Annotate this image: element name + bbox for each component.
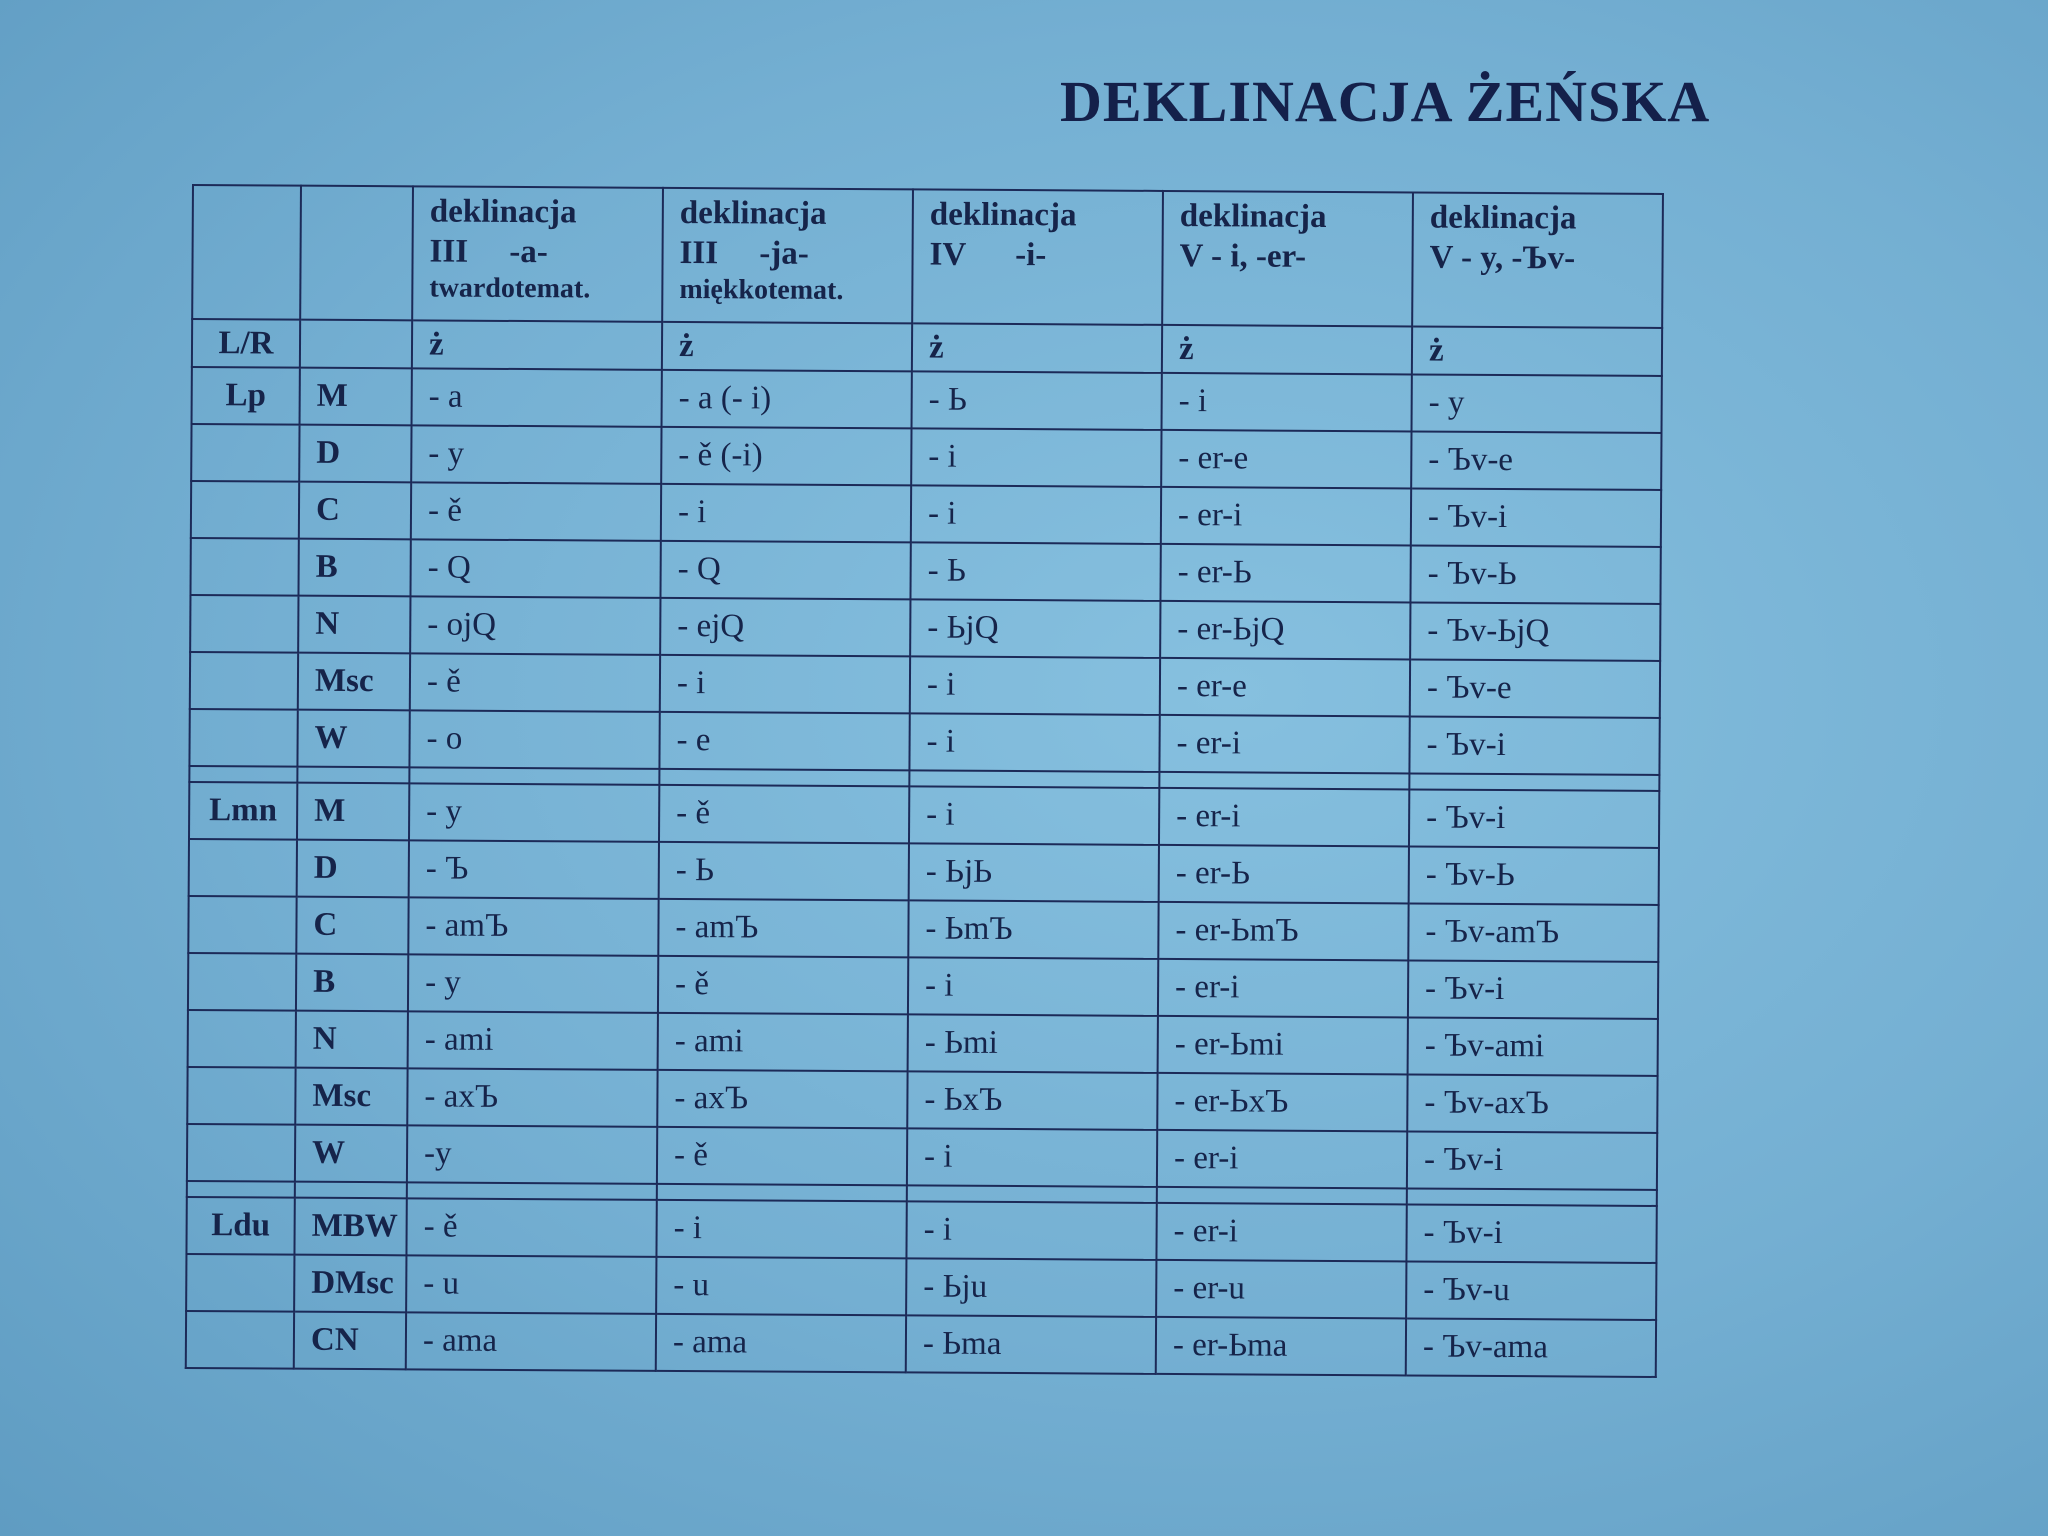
separator-cell: [1407, 1188, 1657, 1206]
number-cell: [189, 709, 297, 767]
ending-cell: - Ьju: [906, 1258, 1156, 1317]
ending-cell: - Q: [410, 539, 660, 598]
ending-cell: - er-i: [1158, 959, 1408, 1018]
ending-cell: - Ь: [910, 542, 1160, 601]
ending-cell: - y: [1412, 374, 1662, 433]
ending-cell: - ě: [410, 653, 660, 712]
ending-cell: - Ъv-i: [1408, 960, 1658, 1019]
case-cell: MBW: [294, 1198, 406, 1256]
ending-cell: - Ъv-ama: [1406, 1318, 1656, 1377]
separator-cell: [409, 767, 659, 785]
ending-cell: - axЪ: [657, 1070, 907, 1129]
gender-cell: ż: [1412, 326, 1662, 376]
ending-cell: - amЪ: [658, 899, 908, 958]
case-cell: CN: [294, 1312, 406, 1370]
ending-cell: - er-i: [1156, 1203, 1406, 1262]
number-cell: [191, 424, 299, 482]
column-header: deklinacja V - y, -Ъv-: [1412, 192, 1663, 328]
ending-cell: - er-u: [1156, 1260, 1406, 1319]
number-cell: [189, 839, 297, 897]
ending-cell: - y: [409, 783, 659, 842]
table-row: [189, 839, 1659, 905]
ending-cell: - ЬxЪ: [907, 1071, 1157, 1130]
case-cell: N: [298, 596, 410, 654]
ending-cell: - er-i: [1159, 788, 1409, 847]
ending-cell: - er-i: [1157, 1130, 1407, 1189]
separator-cell: [657, 1184, 907, 1202]
number-cell: [188, 1010, 296, 1068]
declension-table: [185, 184, 1664, 1378]
ending-cell: - ě: [406, 1198, 656, 1257]
ending-cell: - ЬjЬ: [909, 843, 1159, 902]
separator-cell: [1409, 773, 1659, 791]
case-cell: D: [297, 840, 409, 898]
number-cell: [190, 538, 298, 596]
ending-cell: - y: [408, 954, 658, 1013]
case-cell: Msc: [298, 653, 410, 711]
ending-cell: - ami: [408, 1011, 658, 1070]
ending-cell: - u: [656, 1257, 906, 1316]
case-cell: B: [296, 954, 408, 1012]
gender-cell: ż: [912, 323, 1162, 373]
case-cell: DMsc: [294, 1255, 406, 1313]
separator-cell: [407, 1182, 657, 1200]
case-cell: N: [296, 1011, 408, 1069]
ending-cell: - axЪ: [407, 1068, 657, 1127]
ending-cell: - Ъv-i: [1409, 789, 1659, 848]
ending-cell: - Ъv-axЪ: [1407, 1074, 1657, 1133]
ending-cell: - i: [910, 656, 1160, 715]
table-row: [191, 424, 1661, 490]
table-row: [187, 1067, 1657, 1133]
table-row: [186, 1311, 1656, 1377]
separator-cell: [295, 1182, 407, 1199]
ending-cell: - Ъv-e: [1410, 659, 1660, 718]
gender-cell: ż: [662, 322, 912, 372]
gender-cell: ż: [412, 320, 662, 370]
ending-cell: - Ъv-i: [1409, 716, 1659, 775]
ending-cell: - Ъv-u: [1406, 1261, 1656, 1320]
ending-cell: - er-ЬmЪ: [1158, 902, 1408, 961]
ending-cell: - er-Ьma: [1156, 1317, 1406, 1376]
table-row: [188, 896, 1658, 962]
ending-cell: - ЬmЪ: [908, 900, 1158, 959]
ending-cell: - ě: [659, 785, 909, 844]
case-cell: M: [297, 783, 409, 841]
table-row: [192, 367, 1662, 433]
ending-cell: - Ъv-i: [1407, 1131, 1657, 1190]
case-cell: Msc: [295, 1068, 407, 1126]
ending-cell: - ě (-i): [661, 427, 911, 486]
separator-cell: [1157, 1187, 1407, 1205]
table-row: [189, 709, 1659, 775]
ending-cell: - Ъv-ami: [1408, 1017, 1658, 1076]
ending-cell: - er-ЬxЪ: [1157, 1073, 1407, 1132]
case-cell: D: [299, 425, 411, 483]
ending-cell: - i: [660, 655, 910, 714]
ending-cell: - Ьma: [906, 1315, 1156, 1374]
gender-row-label: L/R: [192, 319, 300, 368]
ending-cell: - i: [1162, 373, 1412, 432]
empty-cell: [300, 320, 412, 369]
ending-cell: - ojQ: [410, 596, 660, 655]
ending-cell: - er-e: [1161, 430, 1411, 489]
ending-cell: - y: [411, 425, 661, 484]
ending-cell: - er-Ьmi: [1158, 1016, 1408, 1075]
gender-cell: ż: [1162, 325, 1412, 375]
table-row: [188, 953, 1658, 1019]
separator-cell: [187, 1181, 295, 1198]
separator-cell: [297, 767, 409, 784]
case-cell: W: [295, 1125, 407, 1183]
ending-cell: - Ъv-Ь: [1410, 545, 1660, 604]
ending-cell: - Ъv-i: [1406, 1204, 1656, 1263]
table-row: [188, 1010, 1658, 1076]
table-row: [186, 1254, 1656, 1320]
case-cell: C: [299, 482, 411, 540]
ending-cell: - Ъv-ЬjQ: [1410, 602, 1660, 661]
ending-cell: - ami: [658, 1013, 908, 1072]
ending-cell: - Ъ: [409, 840, 659, 899]
corner-cell-number: [192, 185, 301, 320]
ending-cell: - er-ЬjQ: [1160, 601, 1410, 660]
table-row: [190, 595, 1660, 661]
ending-cell: - Ьmi: [908, 1014, 1158, 1073]
column-header: deklinacja IV -i-: [912, 189, 1163, 325]
table-row: [190, 652, 1660, 718]
ending-cell: - o: [409, 710, 659, 769]
separator-cell: [909, 770, 1159, 788]
ending-cell: - ě: [657, 1127, 907, 1186]
number-cell: [190, 595, 298, 653]
ending-cell: - i: [911, 428, 1161, 487]
ending-cell: - Ь: [912, 371, 1162, 430]
ending-cell: - u: [406, 1255, 656, 1314]
ending-cell: - ЬjQ: [910, 599, 1160, 658]
ending-cell: - e: [659, 712, 909, 771]
corner-cell-case: [300, 186, 413, 321]
ending-cell: - a (- i): [662, 370, 912, 429]
ending-cell: - i: [911, 485, 1161, 544]
ending-cell: - Ъv-Ь: [1409, 846, 1659, 905]
table-row: [190, 538, 1660, 604]
ending-cell: - i: [909, 786, 1159, 845]
number-cell: [188, 953, 296, 1011]
number-cell: [188, 896, 296, 954]
ending-cell: - Ъv-amЪ: [1408, 903, 1658, 962]
ending-cell: - amЪ: [408, 897, 658, 956]
separator-cell: [907, 1185, 1157, 1203]
ending-cell: - ě: [411, 482, 661, 541]
case-cell: C: [296, 897, 408, 955]
ending-cell: - Q: [660, 541, 910, 600]
ending-cell: - er-Ь: [1159, 845, 1409, 904]
ending-cell: - er-i: [1161, 487, 1411, 546]
column-header: deklinacja III -a- twardotemat.: [412, 186, 663, 322]
number-cell: Lmn: [189, 782, 297, 840]
ending-cell: - i: [661, 484, 911, 543]
ending-cell: - er-Ь: [1160, 544, 1410, 603]
table-row: [186, 1197, 1656, 1263]
number-cell: [190, 652, 298, 710]
column-header: deklinacja V - i, -er-: [1162, 191, 1413, 327]
ending-cell: - i: [906, 1201, 1156, 1260]
ending-cell: - i: [656, 1200, 906, 1259]
ending-cell: - a: [412, 368, 662, 427]
number-cell: [186, 1311, 294, 1369]
column-header: deklinacja III -ja- miękkotemat.: [662, 188, 913, 324]
case-cell: M: [300, 368, 412, 426]
page-title: DEKLINACJA ŻEŃSKA: [1060, 69, 1711, 134]
ending-cell: - ejQ: [660, 598, 910, 657]
separator-cell: [659, 769, 909, 787]
separator-cell: [1159, 772, 1409, 790]
ending-cell: - ě: [658, 956, 908, 1015]
number-cell: [187, 1124, 295, 1182]
number-cell: [186, 1254, 294, 1312]
separator-cell: [189, 766, 297, 783]
case-cell: W: [297, 710, 409, 768]
ending-cell: -y: [407, 1125, 657, 1184]
ending-cell: - Ъv-i: [1411, 488, 1661, 547]
table-row: [191, 481, 1661, 547]
table-row: [189, 782, 1659, 848]
number-cell: [187, 1067, 295, 1125]
ending-cell: - er-i: [1159, 715, 1409, 774]
table-row: [187, 1124, 1657, 1190]
ending-cell: - Ъv-e: [1411, 431, 1661, 490]
ending-cell: - i: [909, 713, 1159, 772]
ending-cell: - i: [908, 957, 1158, 1016]
ending-cell: - er-e: [1160, 658, 1410, 717]
ending-cell: - i: [907, 1128, 1157, 1187]
number-cell: [191, 481, 299, 539]
number-cell: Lp: [192, 367, 300, 425]
ending-cell: - ama: [406, 1312, 656, 1371]
number-cell: Ldu: [186, 1197, 294, 1255]
ending-cell: - ama: [656, 1314, 906, 1373]
ending-cell: - Ь: [659, 842, 909, 901]
case-cell: B: [298, 539, 410, 597]
header-row: [192, 185, 1663, 328]
